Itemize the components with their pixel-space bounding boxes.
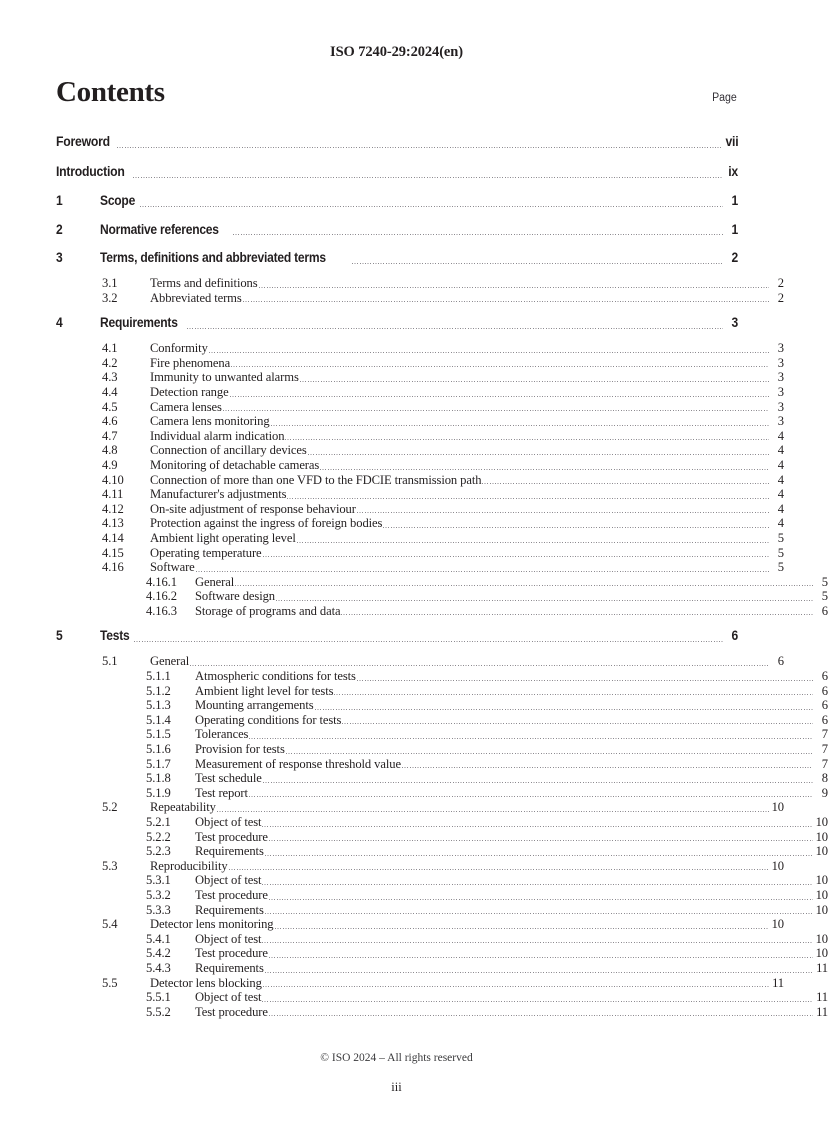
dot-leader	[229, 861, 769, 874]
toc-entry-label: Object of test	[195, 931, 262, 946]
toc-entry-label: Operating temperature	[150, 545, 262, 560]
toc-entry-number: 4.3	[102, 370, 118, 385]
dot-leader	[263, 978, 769, 991]
table-of-contents	[56, 130, 828, 1019]
toc-entry-label: General	[195, 574, 235, 589]
toc-entry-number: 5.1.9	[146, 785, 171, 800]
dot-leader	[269, 890, 813, 903]
toc-entry[interactable]	[56, 502, 784, 517]
dot-leader	[287, 489, 769, 502]
toc-entry-label: Connection of ancillary devices	[150, 443, 307, 458]
toc-entry-page-number: 10	[815, 902, 828, 917]
toc-entry-number: 4.16.3	[146, 603, 177, 618]
toc-entry-page-number: 5	[821, 589, 828, 604]
dot-leader	[357, 504, 769, 517]
toc-entry-page-number: 8	[821, 771, 828, 786]
toc-entry[interactable]	[56, 604, 828, 619]
toc-entry-number: 4.1	[102, 341, 118, 356]
toc-entry[interactable]	[56, 458, 784, 473]
toc-entry-page-number: 1	[731, 221, 738, 237]
toc-entry-label: Tolerances	[195, 727, 249, 742]
toc-entry-page-number: 3	[777, 370, 784, 385]
dot-leader	[269, 832, 813, 845]
toc-entry-number: 5.1.1	[146, 669, 171, 684]
toc-entry[interactable]	[56, 531, 784, 546]
toc-entry[interactable]	[56, 560, 784, 575]
running-header: ISO 7240-29:2024(en)	[330, 44, 463, 60]
toc-entry-number: 5.3.3	[146, 902, 171, 917]
dot-leader	[357, 671, 813, 684]
toc-entry[interactable]	[56, 625, 738, 647]
toc-entry-label: Ambient light operating level	[150, 530, 296, 545]
toc-entry-page-number: 3	[777, 384, 784, 399]
toc-entry-label: General	[150, 654, 190, 669]
toc-entry[interactable]	[56, 800, 784, 815]
toc-entry-page-number: 4	[777, 487, 784, 502]
toc-entry-number: 1	[56, 193, 63, 208]
toc-entry-page-number: 10	[815, 946, 828, 961]
toc-entry-label: On-site adjustment of response behaviour	[150, 501, 356, 516]
dot-leader	[308, 445, 769, 458]
toc-entry-page-number: 10	[815, 844, 828, 859]
toc-entry[interactable]	[56, 219, 738, 241]
dot-leader	[269, 1007, 813, 1020]
toc-entry[interactable]	[56, 990, 828, 1005]
toc-entry[interactable]	[56, 757, 828, 772]
dot-leader	[133, 169, 723, 183]
toc-entry-label: Connection of more than one VFD to the FDCIE transmission path	[150, 472, 482, 487]
toc-entry-number: 4.13	[102, 516, 124, 531]
toc-entry-page-number: 3	[777, 355, 784, 370]
toc-entry-label: Test procedure	[195, 887, 268, 902]
toc-entry-label: Tests	[100, 628, 130, 644]
toc-entry-label: Measurement of response threshold value	[195, 756, 401, 771]
dot-leader	[262, 875, 813, 888]
toc-entry-label: Test procedure	[195, 1004, 268, 1019]
toc-entry-number: 5.1.5	[146, 727, 171, 742]
toc-entry[interactable]	[56, 385, 784, 400]
toc-entry[interactable]	[56, 341, 784, 356]
dot-leader	[223, 402, 769, 415]
toc-entry-label: Mounting arrangements	[195, 698, 314, 713]
toc-entry[interactable]	[56, 727, 828, 742]
toc-entry-page-number: 7	[821, 742, 828, 757]
dot-leader	[263, 773, 813, 786]
toc-entry-label: Monitoring of detachable cameras	[150, 457, 320, 472]
toc-entry-label: Reproducibility	[150, 858, 228, 873]
dot-leader	[230, 387, 769, 400]
toc-entry-number: 5.2.3	[146, 844, 171, 859]
toc-entry-page-number: 2	[777, 276, 784, 290]
dot-leader	[259, 278, 769, 291]
toc-entry-page-number: vii	[725, 134, 738, 149]
toc-entry-page-number: 6	[821, 683, 828, 698]
toc-entry-number: 3.2	[102, 290, 118, 305]
toc-entry-label: Software	[150, 560, 195, 575]
toc-entry-number: 5.5	[102, 975, 118, 990]
toc-entry[interactable]	[56, 669, 828, 684]
toc-entry-page-number: 10	[771, 858, 784, 873]
toc-entry-number: 4.2	[102, 355, 118, 370]
toc-entry[interactable]	[56, 473, 784, 488]
toc-entry-label: Operating conditions for tests	[195, 712, 342, 727]
toc-entry-page-number: 4	[777, 516, 784, 531]
toc-entry-label: Requirements	[195, 844, 264, 859]
toc-entry[interactable]	[56, 575, 828, 590]
toc-entry-page-number: 9	[821, 785, 828, 800]
dot-leader	[190, 656, 769, 669]
toc-entry-label: Camera lens monitoring	[150, 414, 270, 429]
dot-leader	[217, 802, 769, 815]
toc-entry[interactable]	[56, 888, 828, 903]
toc-entry-page-number: 11	[816, 990, 828, 1005]
dot-leader	[262, 934, 813, 947]
toc-entry-page-number: 5	[777, 545, 784, 560]
toc-entry-page-number: 10	[771, 800, 784, 815]
toc-entry-label: Ambient light level for tests	[195, 683, 334, 698]
toc-entry-label: Abbreviated terms	[150, 290, 242, 305]
toc-entry-number: 5.1.7	[146, 756, 171, 771]
toc-entry[interactable]	[56, 247, 738, 269]
footer-page-number: iii	[391, 1080, 402, 1094]
toc-entry-label: Scope	[100, 193, 136, 208]
toc-entry[interactable]	[56, 443, 784, 458]
toc-entry[interactable]	[56, 742, 828, 757]
footer-copyright: © ISO 2024 – All rights reserved	[320, 1052, 473, 1064]
dot-leader	[285, 431, 769, 444]
dot-leader	[196, 562, 769, 575]
toc-entry-label: Provision for tests	[195, 742, 285, 757]
toc-entry-page-number: 3	[731, 315, 738, 331]
toc-entry-label: Requirements	[195, 902, 264, 917]
page-column-label: Page	[712, 92, 737, 104]
dot-leader	[275, 919, 769, 932]
toc-entry-number: 4.16.1	[146, 574, 177, 589]
toc-entry-number: 4.4	[102, 384, 118, 399]
toc-entry[interactable]	[56, 903, 828, 918]
toc-entry-page-number: 7	[821, 756, 828, 771]
dot-leader	[276, 591, 813, 604]
toc-entry-page-number: 5	[777, 560, 784, 575]
toc-entry-number: 5.3.1	[146, 873, 171, 888]
toc-entry-page-number: 4	[777, 501, 784, 516]
toc-entry-label: Software design	[195, 589, 275, 604]
toc-entry-label: Test procedure	[195, 946, 268, 961]
dot-leader	[402, 759, 813, 772]
toc-entry[interactable]	[56, 291, 784, 306]
toc-entry-page-number: ix	[728, 164, 738, 179]
toc-entry[interactable]	[56, 873, 828, 888]
toc-entry-number: 5	[56, 628, 63, 644]
toc-entry-label: Terms and definitions	[150, 276, 258, 290]
toc-entry-number: 5.1.8	[146, 771, 171, 786]
toc-entry-label: Test schedule	[195, 771, 262, 786]
dot-leader	[117, 139, 723, 153]
toc-entry-page-number: 11	[816, 960, 828, 975]
toc-entry[interactable]	[56, 1005, 828, 1020]
toc-entry[interactable]	[56, 786, 828, 801]
toc-entry-number: 5.4	[102, 917, 118, 932]
dot-leader	[297, 533, 769, 546]
toc-entry[interactable]	[56, 713, 828, 728]
toc-entry-label: Camera lenses	[150, 399, 222, 414]
dot-leader	[269, 948, 813, 961]
toc-entry[interactable]	[56, 684, 828, 699]
toc-entry-page-number: 4	[777, 428, 784, 443]
dot-leader	[315, 700, 813, 713]
dot-leader	[342, 715, 813, 728]
dot-leader	[286, 744, 813, 757]
toc-entry-number: 5.2	[102, 800, 118, 815]
toc-entry-number: 3	[56, 250, 63, 265]
toc-entry-page-number: 1	[731, 193, 738, 208]
toc-entry-number: 4.11	[102, 487, 124, 502]
toc-entry-number: 4.7	[102, 428, 118, 443]
toc-entry-number: 5.3	[102, 858, 118, 873]
dot-leader	[341, 606, 813, 619]
toc-entry-page-number: 3	[777, 341, 784, 356]
toc-entry-number: 5.2.2	[146, 829, 171, 844]
toc-entry[interactable]	[56, 487, 784, 502]
toc-entry-page-number: 2	[777, 290, 784, 305]
toc-entry-number: 4.15	[102, 545, 124, 560]
dot-leader	[482, 475, 769, 488]
dot-leader	[209, 343, 769, 356]
toc-entry[interactable]	[56, 312, 738, 334]
toc-entry-label: Object of test	[195, 873, 262, 888]
toc-entry-label: Protection against the ingress of foreign bodies	[150, 516, 383, 531]
toc-entry-label: Object of test	[195, 990, 262, 1005]
toc-entry-label: Requirements	[100, 315, 178, 331]
dot-leader	[187, 320, 723, 333]
dot-leader	[265, 905, 813, 918]
toc-entry-page-number: 5	[777, 530, 784, 545]
toc-entry-number: 5.5.1	[146, 990, 171, 1005]
toc-entry-page-number: 10	[815, 873, 828, 888]
dot-leader	[235, 577, 813, 590]
toc-entry-label: Requirements	[195, 960, 264, 975]
dot-leader	[265, 963, 813, 976]
toc-entry[interactable]	[56, 546, 784, 561]
toc-entry-number: 5.4.3	[146, 960, 171, 975]
toc-entry-label: Fire phenomena	[150, 355, 231, 370]
toc-entry-page-number: 11	[772, 975, 784, 990]
toc-entry-number: 4.6	[102, 414, 118, 429]
toc-entry-number: 4.8	[102, 443, 118, 458]
toc-entry-number: 4.10	[102, 472, 124, 487]
toc-entry[interactable]	[56, 946, 828, 961]
toc-entry-page-number: 2	[731, 250, 738, 265]
toc-entry-page-number: 4	[777, 472, 784, 487]
toc-entry[interactable]	[56, 844, 828, 859]
dot-leader	[265, 846, 813, 859]
toc-entry[interactable]	[56, 190, 738, 212]
dot-leader	[233, 227, 723, 240]
toc-entry-number: 3.1	[102, 276, 118, 290]
toc-entry-number: 5.1.3	[146, 698, 171, 713]
dot-leader	[262, 992, 813, 1005]
toc-entry-number: 5.3.2	[146, 887, 171, 902]
dot-leader	[352, 255, 723, 268]
dot-leader	[231, 358, 769, 371]
toc-entry-page-number: 6	[821, 669, 828, 684]
dot-leader	[249, 729, 813, 742]
toc-entry-page-number: 4	[777, 443, 784, 458]
toc-entry-page-number: 10	[771, 917, 784, 932]
toc-entry-label: Atmospheric conditions for tests	[195, 669, 356, 684]
toc-entry-number: 5.1	[102, 654, 118, 669]
toc-entry[interactable]	[56, 830, 828, 845]
toc-entry-label: Repeatability	[150, 800, 216, 815]
dot-leader	[262, 817, 813, 830]
dot-leader	[334, 686, 813, 699]
toc-entry-page-number: 6	[821, 712, 828, 727]
toc-entry-label: Terms, definitions and abbreviated terms	[100, 250, 326, 265]
toc-entry[interactable]	[56, 160, 738, 183]
toc-entry-page-number: 7	[821, 727, 828, 742]
toc-entry-page-number: 4	[777, 457, 784, 472]
toc-entry[interactable]	[56, 771, 828, 786]
toc-entry-page-number: 6	[731, 628, 738, 644]
toc-entry[interactable]	[56, 932, 828, 947]
toc-entry-number: 2	[56, 221, 63, 237]
toc-entry[interactable]	[56, 429, 784, 444]
dot-leader	[320, 460, 769, 473]
toc-entry-label: Storage of programs and data	[195, 603, 341, 618]
toc-entry-label: Detector lens monitoring	[150, 917, 274, 932]
toc-entry-number: 5.1.4	[146, 712, 171, 727]
dot-leader	[134, 634, 723, 647]
toc-entry-number: 4.14	[102, 530, 124, 545]
toc-entry-number: 4.16	[102, 560, 124, 575]
toc-entry[interactable]	[56, 917, 784, 932]
contents-title-row	[56, 78, 738, 107]
dot-leader	[383, 518, 769, 531]
toc-entry-page-number: 6	[821, 698, 828, 713]
toc-entry-page-number: 6	[821, 603, 828, 618]
toc-entry-label: Object of test	[195, 815, 262, 829]
toc-entry-label: Detection range	[150, 384, 229, 399]
toc-entry-number: 5.1.6	[146, 742, 171, 757]
dot-leader	[243, 293, 769, 306]
toc-entry[interactable]	[56, 414, 784, 429]
toc-entry-number: 5.2.1	[146, 815, 171, 829]
toc-entry[interactable]	[56, 698, 828, 713]
toc-entry-label: Foreword	[56, 134, 110, 149]
toc-entry-number: 4	[56, 315, 63, 331]
toc-entry-page-number: 10	[815, 829, 828, 844]
toc-entry-page-number: 10	[815, 815, 828, 829]
toc-entry[interactable]	[56, 815, 828, 830]
toc-entry-label: Immunity to unwanted alarms	[150, 370, 299, 385]
toc-entry-label: Manufacturer's adjustments	[150, 487, 287, 502]
toc-entry-number: 5.1.2	[146, 683, 171, 698]
toc-entry-label: Introduction	[56, 164, 125, 179]
toc-entry-number: 5.4.1	[146, 931, 171, 946]
toc-entry[interactable]	[56, 356, 784, 371]
toc-entry-label: Detector lens blocking	[150, 975, 262, 990]
toc-entry-label: Individual alarm indication	[150, 428, 285, 443]
toc-entry-page-number: 10	[815, 887, 828, 902]
toc-entry[interactable]	[56, 130, 738, 153]
toc-entry-page-number: 3	[777, 414, 784, 429]
toc-entry-number: 4.5	[102, 399, 118, 414]
toc-entry[interactable]	[56, 400, 784, 415]
toc-entry-number: 5.4.2	[146, 946, 171, 961]
dot-leader	[271, 416, 769, 429]
toc-entry-number: 5.5.2	[146, 1004, 171, 1019]
page-title: Contents	[56, 76, 165, 108]
toc-entry[interactable]	[56, 370, 784, 385]
toc-entry-page-number: 6	[777, 654, 784, 669]
toc-entry-label: Conformity	[150, 341, 208, 356]
toc-entry[interactable]	[56, 859, 784, 874]
toc-entry[interactable]	[56, 516, 784, 531]
toc-entry-page-number: 10	[815, 931, 828, 946]
toc-entry[interactable]	[56, 589, 828, 604]
toc-entry[interactable]	[56, 654, 784, 669]
toc-entry[interactable]	[56, 276, 784, 291]
toc-entry-page-number: 5	[821, 574, 828, 589]
toc-entry-number: 4.9	[102, 457, 118, 472]
dot-leader	[249, 788, 813, 801]
toc-entry-number: 4.12	[102, 501, 124, 516]
dot-leader	[263, 548, 769, 561]
toc-entry-label: Test procedure	[195, 829, 268, 844]
dot-leader	[300, 372, 769, 385]
toc-entry-page-number: 11	[816, 1004, 828, 1019]
toc-entry-label: Test report	[195, 785, 248, 800]
toc-entry[interactable]	[56, 961, 828, 976]
toc-entry-label: Normative references	[100, 221, 219, 237]
toc-entry-number: 4.16.2	[146, 589, 177, 604]
toc-entry-page-number: 3	[777, 399, 784, 414]
dot-leader	[140, 198, 723, 211]
toc-entry[interactable]	[56, 976, 784, 991]
